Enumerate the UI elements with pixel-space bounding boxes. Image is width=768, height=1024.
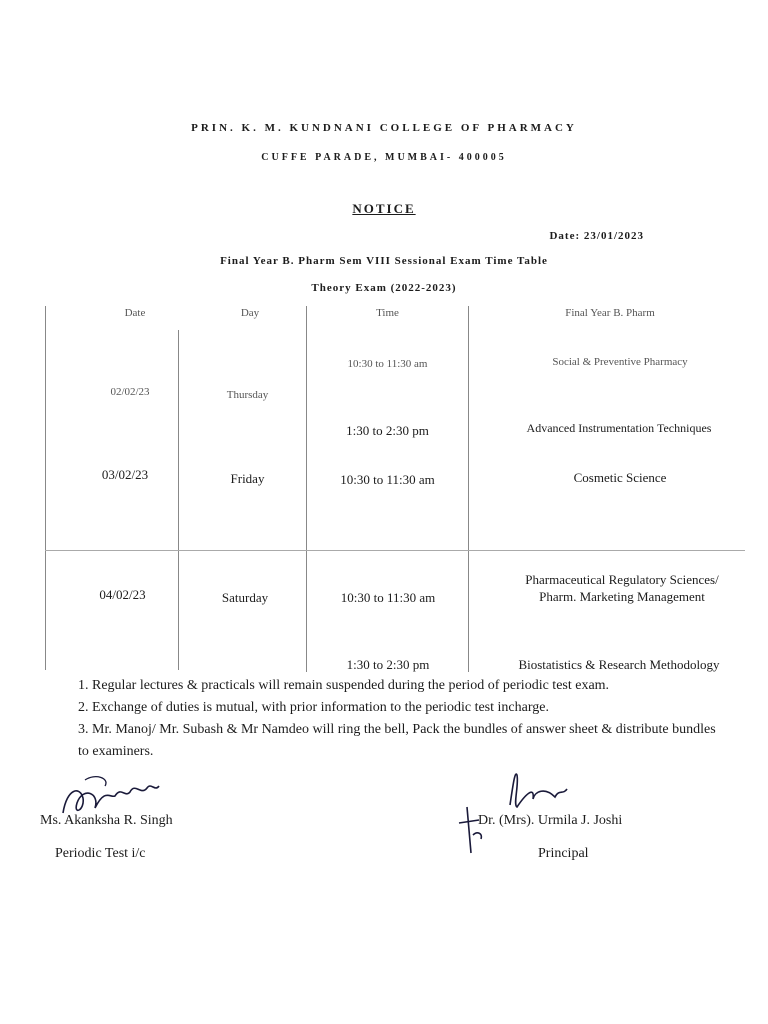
note-2: 2. Exchange of duties is mutual, with prior information to the periodic test incharge. <box>78 700 549 715</box>
row2-time1: 10:30 to 11:30 am <box>340 472 435 487</box>
header-time: Time <box>376 307 399 319</box>
table-divider <box>178 330 179 670</box>
row1-subject1: Social & Preventive Pharmacy <box>552 356 688 368</box>
row1-day: Thursday <box>226 389 269 401</box>
note-1: 1. Regular lectures & practicals will remain suspended during the period of periodic test exam. <box>78 678 610 693</box>
table-border-left <box>45 306 46 670</box>
row1-time1: 10:30 to 11:30 am <box>347 358 428 370</box>
row2-subject1: Cosmetic Science <box>573 470 667 485</box>
timetable-title: Final Year B. Pharm Sem VIII Sessional Exam Time Table <box>220 255 548 267</box>
row3-time1: 10:30 to 11:30 am <box>340 590 436 605</box>
college-address: CUFFE PARADE, MUMBAI- 400005 <box>261 152 507 163</box>
college-name: PRIN. K. M. KUNDNANI COLLEGE OF PHARMACY <box>191 122 577 134</box>
signature-right <box>455 765 575 855</box>
row3-day: Saturday <box>221 590 269 605</box>
row2-day: Friday <box>230 471 265 486</box>
row2-date: 03/02/23 <box>101 467 149 482</box>
row3-subject1b: Pharm. Marketing Management <box>539 589 705 604</box>
row3-subject1a: Pharmaceutical Regulatory Sciences/ <box>525 572 719 587</box>
row3-time2: 1:30 to 2:30 pm <box>346 657 430 672</box>
signatory-right-name: Dr. (Mrs). Urmila J. Joshi <box>478 813 623 828</box>
signatory-left-name: Ms. Akanksha R. Singh <box>40 813 173 828</box>
row1-date: 02/02/23 <box>110 386 150 398</box>
notice-date: Date: 23/01/2023 <box>549 230 644 242</box>
timetable-subtitle: Theory Exam (2022-2023) <box>311 282 457 294</box>
notes-list <box>78 675 718 763</box>
header-day: Day <box>240 307 260 319</box>
signatory-left-role: Periodic Test i/c <box>55 846 146 861</box>
table-row-divider <box>45 550 745 551</box>
row3-subject2: Biostatistics & Research Methodology <box>518 657 720 672</box>
row3-date: 04/02/23 <box>99 587 146 602</box>
signatory-right-role: Principal <box>538 846 589 861</box>
table-divider <box>306 306 307 672</box>
row1-subject2: Advanced Instrumentation Techniques <box>526 421 712 435</box>
notice-heading: NOTICE <box>352 201 416 216</box>
table-divider <box>468 306 469 672</box>
header-class: Final Year B. Pharm <box>565 307 655 319</box>
note-3: 3. Mr. Manoj/ Mr. Subash & Mr Namdeo will ring the bell, Pack the bundles of answer sheet & distribute bundles to examiners. <box>78 722 716 759</box>
header-date: Date <box>124 307 146 319</box>
row1-time2: 1:30 to 2:30 pm <box>346 423 429 438</box>
